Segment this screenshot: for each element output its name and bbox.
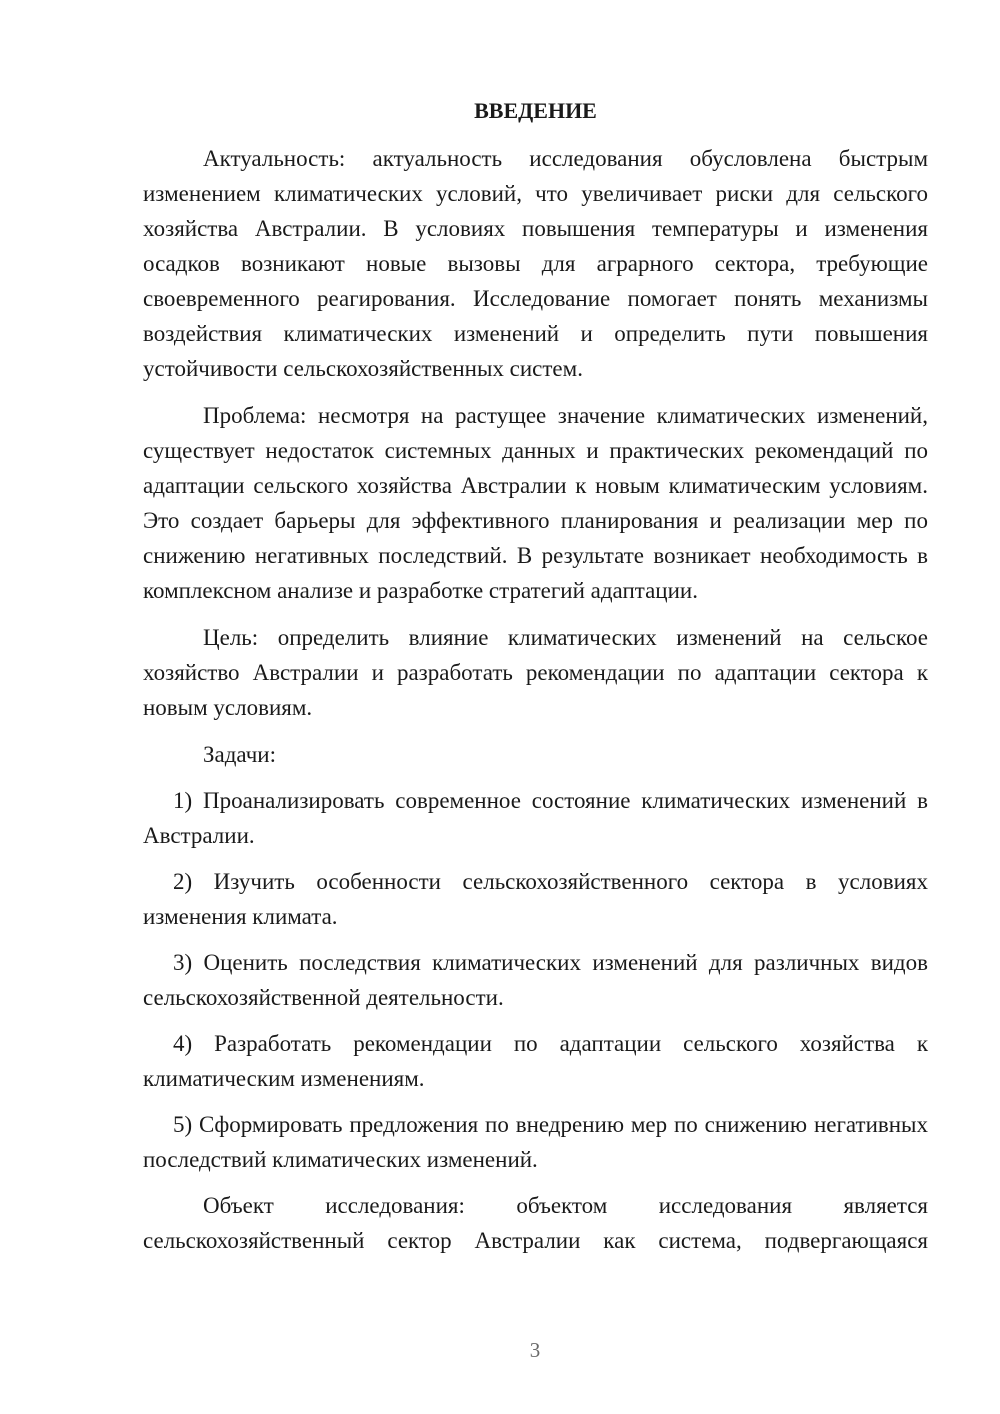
paragraph-problem: Проблема: несмотря на растущее значение климатических изменений, существует недостаток системных данных и практических рекомендаций по адаптации сельского хозяйства Австралии к новым климатическим условиям. Это создает барьеры для эффективного планирования и реализации мер по снижению негативных последствий. В результате возникает необходимость в комплексном анализе и разработке стратегий адаптации. — [143, 403, 928, 603]
task-item-2: 2) Изучить особенности сельскохозяйственного сектора в условиях изменения климата. — [143, 869, 928, 929]
section-heading: ВВЕДЕНИЕ — [474, 98, 597, 123]
paragraph-object: Объект исследования: объектом исследования является сельскохозяйственный сектор Австралии как система, подвергающаяся — [143, 1193, 928, 1253]
paragraph-relevance: Актуальность: актуальность исследования обусловлена быстрым изменением климатических условий, что увеличивает риски для сельского хозяйства Австралии. В условиях повышения температуры и изменения осадков возникают новые вызовы для аграрного сектора, требующие своевременного реагирования. Исследование помогает понять механизмы воздействия климатических изменений и определить пути повышения устойчивости сельскохозяйственных систем. — [143, 146, 928, 381]
page-number: 3 — [529, 1338, 541, 1362]
task-item-1: 1) Проанализировать современное состояние климатических изменений в Австралии. — [143, 788, 928, 848]
paragraph-goal: Цель: определить влияние климатических изменений на сельское хозяйство Австралии и разработать рекомендации по адаптации сектора к новым условиям. — [143, 625, 928, 720]
task-item-4: 4) Разработать рекомендации по адаптации сельского хозяйства к климатическим изменениям. — [143, 1031, 928, 1091]
task-item-3: 3) Оценить последствия климатических изменений для различных видов сельскохозяйственной деятельности. — [143, 950, 928, 1010]
page-content — [143, 95, 928, 1270]
tasks-label: Задачи: — [203, 742, 276, 767]
task-item-5: 5) Сформировать предложения по внедрению мер по снижению негативных последствий климатических изменений. — [143, 1112, 928, 1172]
